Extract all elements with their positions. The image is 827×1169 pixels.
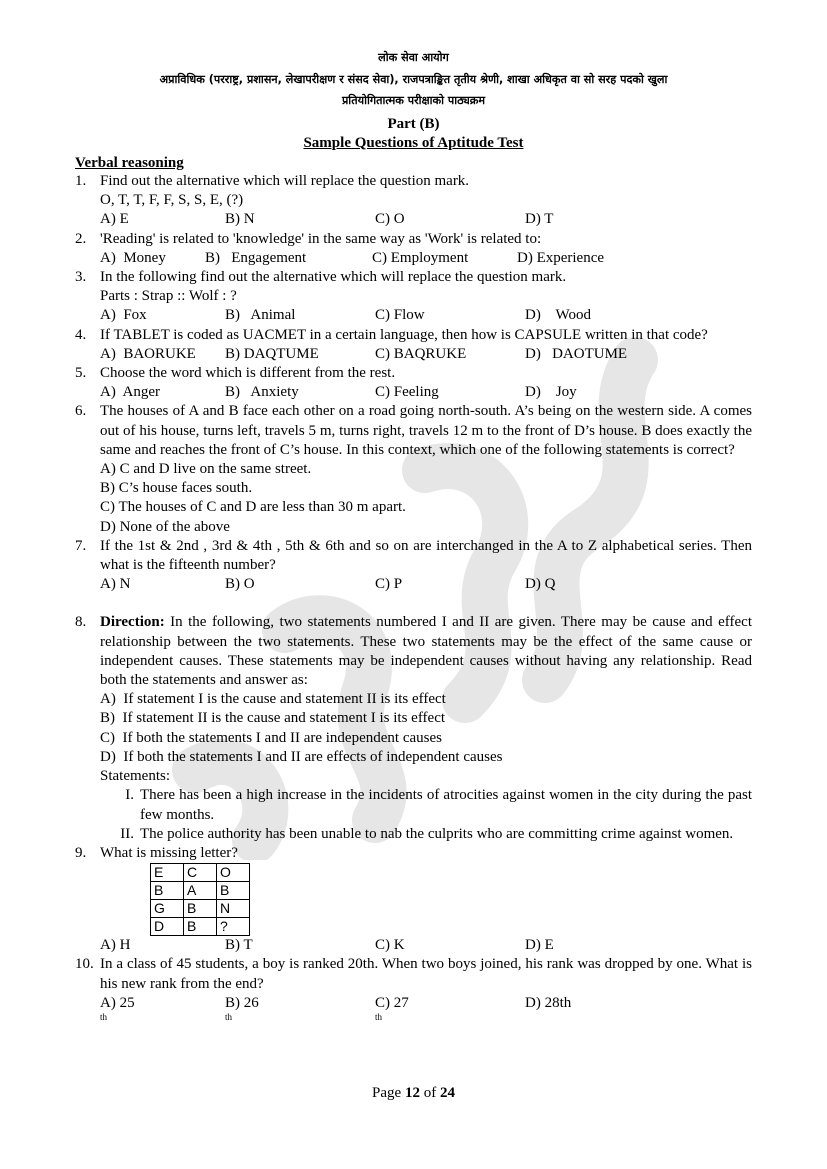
option-c: C) O	[375, 211, 405, 228]
option-d: D) None of the above	[100, 518, 230, 535]
statement-number: I.	[125, 787, 134, 804]
question-2	[75, 230, 752, 268]
question-number: 2.	[75, 230, 87, 247]
letter-grid	[150, 863, 250, 936]
option-a: A) Fox	[100, 307, 147, 324]
option-d: D) Wood	[525, 307, 592, 324]
option-d: D) E	[525, 937, 554, 954]
question-4	[75, 326, 752, 364]
question-number: 6.	[75, 403, 87, 420]
statement-text: The police authority has been unable to nab the culprits who are committing crime against women.	[140, 825, 734, 842]
option-c: C) The houses of C and D are less than 30 m apart.	[100, 499, 406, 516]
question-number: 3.	[75, 269, 87, 286]
option-c: C) K	[375, 937, 405, 954]
grid-row	[151, 918, 250, 936]
option-a: A) Money	[100, 249, 166, 266]
page-number: Page 12 of 24	[372, 1085, 455, 1101]
grid-cell: G	[151, 900, 184, 918]
option-a: A) E	[100, 211, 129, 228]
grid-cell: D	[151, 918, 184, 936]
question-8	[75, 613, 752, 843]
option-a: A) If statement I is the cause and statement II is its effect	[100, 691, 446, 708]
statement-number: II.	[120, 825, 134, 842]
option-c: C) BAQRUKE	[375, 345, 467, 362]
option-d: D) 28th	[525, 994, 572, 1011]
question-number: 5.	[75, 365, 87, 382]
statement-text: There has been a high increase in the incidents of atrocities against women in the city during the past few months.	[140, 787, 752, 823]
option-d: D) DAOTUME	[525, 345, 628, 362]
answer-options	[100, 994, 752, 1032]
question-analogy: Parts : Strap :: Wolf : ?	[100, 288, 237, 305]
grid-row	[151, 864, 250, 882]
grid-cell: A	[184, 882, 217, 900]
question-number: 7.	[75, 537, 87, 554]
answer-options	[100, 383, 752, 402]
header-exam-description: अप्राविधिक (परराष्ट्र, प्रशासन, लेखापरीक्षण र संसद सेवा), राजपत्राङ्कित तृतीय श्रेणी, शाखा अधिकृत वा सो सरह पदको खुला	[159, 73, 668, 86]
option-b: B) C’s house faces south.	[100, 480, 253, 497]
option-d: D) T	[525, 211, 554, 228]
direction-text: In the following, two statements numbered I and II are given. There may be cause and effect relationship between the two statements. These two statements may be the effect of the same cause or independent causes. These statements may be independent causes without having any relationship. Read both the statements and answer as:	[100, 614, 752, 689]
option-b: B) O	[225, 576, 255, 593]
option-b: B) DAQTUME	[225, 345, 319, 362]
statement-item	[100, 786, 752, 824]
grid-row	[151, 900, 250, 918]
header-syllabus-title: प्रतियोगितात्मक परीक्षाको पाठ्यक्रम	[341, 94, 486, 107]
option-d: D) Joy	[525, 384, 577, 401]
question-list	[75, 172, 752, 1032]
option-c: C) P	[375, 576, 403, 593]
option-d: D) If both the statements I and II are effects of independent causes	[100, 748, 503, 765]
question-text: What is missing letter?	[100, 844, 238, 861]
option-a: A) H	[100, 937, 131, 954]
option-d: D) Q	[525, 576, 556, 593]
header-commission-name: लोक सेवा आयोग	[378, 51, 449, 64]
question-text: Choose the word which is different from the rest.	[100, 365, 396, 382]
question-text: The houses of A and B face each other on a road going north-south. A’s being on the western side. A comes out of his house, turns left, travels 5 m, turns right, travels 12 m to the front of D’s house. B does exactly the same and reaches the front of C’s house. In this context, which one of the following statements is correct?	[100, 403, 752, 458]
option-c: C) 27 $^{th}$	[375, 994, 409, 1022]
question-sequence: O, T, T, F, F, S, S, E, (?)	[100, 192, 244, 209]
grid-cell: N	[217, 900, 250, 918]
question-text: If the 1st & 2nd , 3rd & 4th , 5th & 6th and so on are interchanged in the A to Z alphabetical series. Then what is the fifteenth number?	[100, 537, 752, 574]
grid-row	[151, 882, 250, 900]
grid-cell: C	[184, 864, 217, 882]
option-b: B) Anxiety	[225, 384, 299, 401]
part-heading: Part (B)	[387, 116, 440, 132]
question-7	[75, 537, 752, 595]
question-text: 'Reading' is related to 'knowledge' in the same way as 'Work' is related to:	[100, 230, 542, 247]
answer-options	[100, 345, 752, 364]
grid-cell: O	[217, 864, 250, 882]
question-6	[75, 402, 752, 536]
answer-options	[100, 306, 752, 325]
answer-options	[100, 936, 752, 955]
answer-options	[100, 575, 752, 594]
question-text	[100, 613, 752, 690]
option-c: C) If both the statements I and II are independent causes	[100, 729, 442, 746]
option-b: B) 26 $^{th}$	[225, 994, 259, 1022]
question-number: 4.	[75, 326, 87, 343]
option-c: C) Feeling	[375, 384, 439, 401]
question-number: 9.	[75, 844, 87, 861]
question-10	[75, 955, 752, 1032]
option-c: C) Flow	[375, 307, 425, 324]
statements-list	[100, 786, 752, 844]
answer-options	[100, 249, 752, 268]
option-a: A) 25 $^{th}$	[100, 994, 135, 1022]
option-a: A) Anger	[100, 384, 160, 401]
question-text: In a class of 45 students, a boy is ranked 20th. When two boys joined, his rank was dropped by one. What is his new rank from the end?	[100, 956, 752, 992]
question-1	[75, 172, 752, 230]
grid-cell: E	[151, 864, 184, 882]
option-a: A) C and D live on the same street.	[100, 461, 312, 478]
option-c: C) Employment	[372, 249, 469, 266]
grid-cell: B	[184, 900, 217, 918]
answer-options	[100, 210, 752, 229]
grid-cell: ?	[217, 918, 250, 936]
option-d: D) Experience	[517, 249, 605, 266]
grid-cell: B	[217, 882, 250, 900]
option-b: B) T	[225, 937, 253, 954]
option-a: A) N	[100, 576, 131, 593]
option-b: B) Animal	[225, 307, 296, 324]
question-text: In the following find out the alternative which will replace the question mark.	[100, 269, 567, 286]
statement-item	[100, 825, 752, 844]
grid-cell: B	[151, 882, 184, 900]
option-a: A) BAORUKE	[100, 345, 196, 362]
page-title: Sample Questions of Aptitude Test	[303, 135, 524, 151]
question-number: 10.	[75, 956, 94, 973]
question-number: 1.	[75, 173, 87, 189]
option-b: B) If statement II is the cause and statement I is its effect	[100, 710, 446, 727]
section-heading: Verbal reasoning	[75, 155, 184, 171]
option-b: B) N	[225, 211, 255, 228]
option-b: B) Engagement	[205, 249, 307, 266]
question-5	[75, 364, 752, 402]
question-number: 8.	[75, 614, 87, 631]
direction-label: Direction:	[100, 614, 165, 631]
statements-label: Statements:	[100, 768, 170, 785]
question-3	[75, 268, 752, 326]
question-text: If TABLET is coded as UACMET in a certain language, then how is CAPSULE written in that code?	[100, 326, 708, 343]
question-9	[75, 844, 752, 955]
question-text: Find out the alternative which will replace the question mark.	[100, 173, 470, 189]
grid-cell: B	[184, 918, 217, 936]
